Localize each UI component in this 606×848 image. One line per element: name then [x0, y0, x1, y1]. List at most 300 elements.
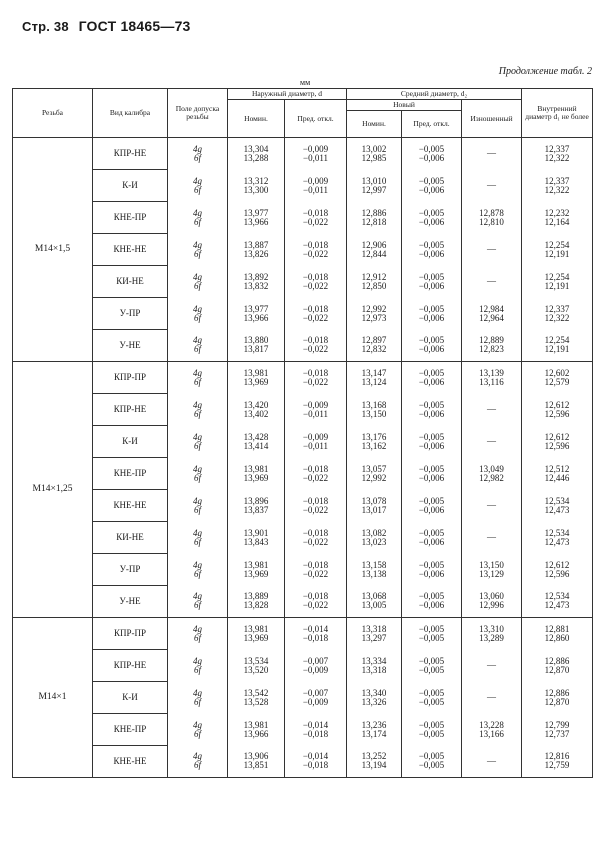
pitch-deviation-cell-line2: −0,006 [418, 440, 445, 451]
tolerance-field-cell [168, 426, 228, 458]
pitch-nominal-cell-line2: 13,318 [361, 664, 387, 675]
inner-diameter-cell [522, 714, 593, 746]
outer-deviation-cell-line1: −0,014 [302, 751, 329, 762]
inner-diameter-cell-line2: 12,596 [544, 440, 570, 451]
pitch-deviation-cell [402, 138, 462, 170]
outer-deviation-cell-line2: −0,011 [303, 152, 328, 163]
tolerance-field-cell [168, 202, 228, 234]
inner-diameter-cell [522, 554, 593, 586]
outer-deviation-cell-line1: −0,018 [302, 335, 329, 346]
inner-diameter-cell-line2: 12,860 [544, 632, 570, 643]
tolerance-field-cell-line1: 4g [193, 463, 202, 474]
pitch-deviation-cell-line1: −0,005 [418, 271, 445, 282]
inner-diameter-cell-line2: 12,473 [544, 504, 570, 515]
pitch-deviation-cell-line1: −0,005 [418, 431, 445, 442]
table-row [13, 298, 593, 330]
outer-deviation-cell-line2: −0,011 [303, 408, 328, 419]
table-row [13, 234, 593, 266]
pitch-nominal-cell [347, 746, 402, 778]
outer-nominal-cell-line2: 13,826 [243, 248, 269, 259]
pitch-deviation-cell-line2: −0,005 [418, 632, 445, 643]
pitch-deviation-cell-line1: −0,005 [418, 175, 445, 186]
inner-diameter-cell [522, 746, 593, 778]
outer-deviation-cell-line2: −0,011 [303, 440, 328, 451]
pitch-deviation-cell-line2: −0,006 [418, 536, 445, 547]
pitch-nominal-cell [347, 426, 402, 458]
gauge-type-cell: КНЕ-ПР [93, 202, 168, 234]
pitch-nominal-cell-line2: 13,326 [361, 696, 387, 707]
inner-diameter-cell-line1: 12,337 [544, 303, 570, 314]
tolerance-field-cell-line1: 4g [193, 431, 202, 442]
outer-deviation-cell-line1: −0,018 [302, 463, 329, 474]
tolerance-field-cell [168, 394, 228, 426]
pitch-deviation-cell-line1: −0,005 [418, 751, 445, 762]
outer-nominal-cell [228, 650, 285, 682]
outer-deviation-cell-line2: −0,011 [303, 184, 328, 195]
tolerance-field-cell-line2: 6f [193, 600, 201, 611]
gauge-type-cell: КПР-НЕ [93, 650, 168, 682]
outer-deviation-cell [285, 682, 347, 714]
table-row [13, 170, 593, 202]
pitch-deviation-cell-line2: −0,006 [418, 568, 445, 579]
pitch-deviation-cell-line1: −0,005 [418, 143, 445, 154]
worn-cell [462, 138, 522, 170]
worn-cell [462, 170, 522, 202]
pitch-deviation-cell [402, 458, 462, 490]
pitch-nominal-cell-line2: 13,017 [361, 504, 387, 515]
tolerance-field-cell-line2: 6f [193, 568, 201, 579]
table-row [13, 714, 593, 746]
outer-deviation-cell-line1: −0,009 [302, 143, 329, 154]
table-row [13, 138, 593, 170]
pitch-deviation-cell-line1: −0,005 [418, 687, 445, 698]
table-row [13, 650, 593, 682]
outer-deviation-cell-line2: −0,018 [302, 632, 329, 643]
pitch-nominal-cell [347, 170, 402, 202]
pitch-nominal-cell-line2: 13,150 [361, 408, 387, 419]
inner-diameter-cell-line2: 12,322 [544, 312, 570, 323]
tolerance-field-cell-line2: 6f [193, 152, 201, 163]
pitch-nominal-cell-line2: 13,005 [361, 600, 387, 611]
tolerance-field-cell-line2: 6f [193, 728, 201, 739]
pitch-deviation-cell [402, 650, 462, 682]
outer-nominal-cell-line1: 13,542 [243, 687, 269, 698]
gauge-type-cell: КНЕ-ПР [93, 458, 168, 490]
table-row [13, 394, 593, 426]
inner-diameter-cell-line2: 12,191 [544, 280, 570, 291]
col-outer-deviation: Пред. откл. [285, 100, 347, 138]
pitch-nominal-cell [347, 490, 402, 522]
pitch-nominal-cell-line2: 13,297 [361, 632, 387, 643]
tolerance-field-cell-line1: 4g [193, 591, 202, 602]
inner-diameter-cell-line1: 12,886 [544, 655, 570, 666]
pitch-nominal-cell [347, 714, 402, 746]
outer-deviation-cell [285, 650, 347, 682]
gauge-type-cell: КНЕ-НЕ [93, 234, 168, 266]
pitch-nominal-cell-line1: 13,318 [361, 623, 387, 634]
outer-deviation-cell [285, 458, 347, 490]
outer-deviation-cell-line2: −0,022 [302, 504, 329, 515]
outer-nominal-cell-line1: 13,892 [243, 271, 269, 282]
tolerance-field-cell [168, 522, 228, 554]
inner-diameter-cell-line1: 12,337 [544, 175, 570, 186]
table-header [13, 89, 593, 138]
pitch-nominal-cell-line1: 13,002 [361, 143, 387, 154]
inner-diameter-cell-line1: 12,534 [544, 527, 570, 538]
outer-nominal-cell [228, 586, 285, 618]
tolerance-field-cell-line1: 4g [193, 271, 202, 282]
outer-nominal-cell-line1: 13,981 [243, 559, 269, 570]
table-body [13, 138, 593, 778]
pitch-deviation-cell-line1: −0,005 [418, 719, 445, 730]
tolerance-field-cell-line1: 4g [193, 303, 202, 314]
outer-deviation-cell [285, 266, 347, 298]
tolerance-field-cell-line2: 6f [193, 344, 201, 355]
pitch-nominal-cell-line1: 12,906 [361, 239, 387, 250]
outer-nominal-cell-line2: 13,969 [243, 632, 269, 643]
inner-diameter-cell [522, 458, 593, 490]
outer-nominal-cell-line1: 13,901 [243, 527, 269, 538]
tolerance-field-cell-line1: 4g [193, 399, 202, 410]
outer-deviation-cell [285, 330, 347, 362]
gauge-type-cell: КИ-НЕ [93, 266, 168, 298]
pitch-nominal-cell [347, 202, 402, 234]
gauge-type-cell: У-ПР [93, 554, 168, 586]
pitch-deviation-cell-line2: −0,005 [418, 728, 445, 739]
outer-nominal-cell [228, 618, 285, 650]
pitch-nominal-cell [347, 458, 402, 490]
outer-nominal-cell [228, 426, 285, 458]
table-row [13, 746, 593, 778]
col-new: Новый [347, 100, 462, 111]
outer-deviation-cell [285, 170, 347, 202]
tolerance-field-cell-line1: 4g [193, 527, 202, 538]
pitch-nominal-cell [347, 298, 402, 330]
outer-nominal-cell [228, 714, 285, 746]
inner-diameter-cell-line1: 12,534 [544, 495, 570, 506]
worn-cell-line2: 13,166 [479, 728, 504, 739]
tolerance-field-cell-line1: 4g [193, 655, 202, 666]
page-header [22, 18, 191, 34]
outer-nominal-cell-line1: 13,981 [243, 463, 269, 474]
worn-cell [462, 586, 522, 618]
outer-nominal-cell [228, 746, 285, 778]
gauge-type-cell: КПР-НЕ [93, 138, 168, 170]
inner-diameter-cell [522, 330, 593, 362]
thread-cell: M14×1 [13, 618, 93, 778]
outer-deviation-cell-line2: −0,022 [302, 536, 329, 547]
pitch-deviation-cell [402, 202, 462, 234]
tolerance-field-cell-line1: 4g [193, 719, 202, 730]
pitch-nominal-cell-line2: 12,992 [361, 472, 387, 483]
outer-deviation-cell [285, 618, 347, 650]
pitch-nominal-cell-line1: 13,236 [361, 719, 387, 730]
pitch-nominal-cell-line1: 12,886 [361, 207, 387, 218]
pitch-deviation-cell-line1: −0,005 [418, 335, 445, 346]
outer-nominal-cell-line2: 13,966 [243, 312, 269, 323]
pitch-nominal-cell-line1: 13,082 [361, 527, 387, 538]
table-row [13, 362, 593, 394]
table-row [13, 266, 593, 298]
worn-cell-line2: 13,116 [479, 376, 504, 387]
pitch-deviation-cell [402, 746, 462, 778]
pitch-nominal-cell-line1: 13,010 [361, 175, 387, 186]
tolerance-field-cell [168, 714, 228, 746]
col-pitch-diameter: Средний диаметр, d₂ [347, 89, 522, 100]
pitch-nominal-cell [347, 650, 402, 682]
worn-cell [462, 650, 522, 682]
outer-deviation-cell-line2: −0,018 [302, 728, 329, 739]
pitch-nominal-cell [347, 138, 402, 170]
pitch-deviation-cell-line2: −0,005 [418, 696, 445, 707]
pitch-deviation-cell [402, 362, 462, 394]
outer-nominal-cell-line2: 13,817 [243, 344, 269, 355]
inner-diameter-cell-line1: 12,232 [544, 207, 570, 218]
outer-deviation-cell-line1: −0,018 [302, 367, 329, 378]
outer-deviation-cell-line1: −0,018 [302, 495, 329, 506]
worn-cell [462, 330, 522, 362]
tolerance-field-cell-line2: 6f [193, 696, 201, 707]
worn-cell-line1: 12,889 [479, 335, 504, 346]
outer-deviation-cell-line1: −0,018 [302, 591, 329, 602]
outer-nominal-cell [228, 490, 285, 522]
pitch-nominal-cell-line2: 12,985 [361, 152, 387, 163]
gauge-type-cell: КНЕ-НЕ [93, 746, 168, 778]
tolerance-field-cell-line2: 6f [193, 440, 201, 451]
pitch-nominal-cell [347, 362, 402, 394]
worn-cell [462, 554, 522, 586]
inner-diameter-cell-line2: 12,322 [544, 152, 570, 163]
inner-diameter-cell [522, 618, 593, 650]
outer-nominal-cell [228, 394, 285, 426]
worn-cell-line1: — [487, 404, 497, 414]
tolerance-field-cell [168, 234, 228, 266]
worn-cell-line1: — [487, 532, 497, 542]
worn-cell [462, 362, 522, 394]
worn-cell-line1: — [487, 436, 497, 446]
worn-cell-line1: — [487, 276, 497, 286]
col-outer-diameter: Наружный диаметр, d [228, 89, 347, 100]
pitch-deviation-cell [402, 394, 462, 426]
continuation-note: Продолжение табл. 2 [498, 66, 592, 77]
tolerance-field-cell [168, 682, 228, 714]
pitch-nominal-cell-line1: 12,992 [361, 303, 387, 314]
inner-diameter-cell [522, 586, 593, 618]
outer-nominal-cell-line2: 13,966 [243, 728, 269, 739]
tolerance-field-cell-line1: 4g [193, 175, 202, 186]
outer-deviation-cell-line2: −0,022 [302, 568, 329, 579]
tolerance-field-cell [168, 298, 228, 330]
worn-cell-line1: 13,049 [479, 463, 504, 474]
pitch-nominal-cell-line1: 13,057 [361, 463, 387, 474]
inner-diameter-cell-line1: 12,254 [544, 335, 570, 346]
inner-diameter-cell-line1: 12,612 [544, 399, 570, 410]
inner-diameter-cell-line1: 12,602 [544, 367, 570, 378]
pitch-nominal-cell-line2: 13,162 [361, 440, 387, 451]
outer-deviation-cell-line2: −0,022 [302, 344, 329, 355]
outer-nominal-cell [228, 554, 285, 586]
pitch-nominal-cell-line1: 13,078 [361, 495, 387, 506]
gauge-type-cell: КПР-ПР [93, 618, 168, 650]
units-label: мм [300, 78, 311, 87]
outer-deviation-cell-line1: −0,009 [302, 175, 329, 186]
pitch-deviation-cell [402, 618, 462, 650]
outer-nominal-cell-line2: 13,528 [243, 696, 269, 707]
inner-diameter-cell [522, 170, 593, 202]
outer-nominal-cell-line1: 13,312 [243, 175, 269, 186]
outer-deviation-cell-line2: −0,022 [302, 280, 329, 291]
pitch-deviation-cell [402, 490, 462, 522]
inner-diameter-cell-line1: 12,254 [544, 239, 570, 250]
worn-cell-line1: 13,139 [479, 367, 504, 378]
outer-nominal-cell [228, 266, 285, 298]
inner-diameter-cell [522, 490, 593, 522]
pitch-deviation-cell-line2: −0,006 [418, 472, 445, 483]
outer-deviation-cell-line1: −0,018 [302, 239, 329, 250]
outer-nominal-cell-line2: 13,966 [243, 216, 269, 227]
pitch-nominal-cell-line1: 13,168 [361, 399, 387, 410]
worn-cell [462, 234, 522, 266]
worn-cell [462, 394, 522, 426]
gauge-type-cell: У-НЕ [93, 330, 168, 362]
outer-nominal-cell-line1: 13,428 [243, 431, 269, 442]
outer-deviation-cell-line2: −0,022 [302, 472, 329, 483]
tolerance-field-cell-line1: 4g [193, 751, 202, 762]
table-row [13, 426, 593, 458]
tolerance-field-cell [168, 586, 228, 618]
outer-nominal-cell-line1: 13,977 [243, 303, 269, 314]
pitch-nominal-cell-line2: 12,850 [361, 280, 387, 291]
outer-nominal-cell-line2: 13,837 [243, 504, 269, 515]
outer-deviation-cell-line2: −0,022 [302, 216, 329, 227]
worn-cell-line1: 12,878 [479, 207, 504, 218]
outer-deviation-cell [285, 202, 347, 234]
tolerance-field-cell-line1: 4g [193, 495, 202, 506]
outer-nominal-cell [228, 362, 285, 394]
gauge-type-cell: К-И [93, 682, 168, 714]
tolerance-field-cell-line2: 6f [193, 376, 201, 387]
pitch-deviation-cell-line1: −0,005 [418, 527, 445, 538]
tolerance-field-cell-line2: 6f [193, 760, 201, 771]
pitch-nominal-cell-line2: 13,138 [361, 568, 387, 579]
outer-deviation-cell [285, 362, 347, 394]
table-row [13, 202, 593, 234]
inner-diameter-cell [522, 202, 593, 234]
pitch-nominal-cell-line2: 13,194 [361, 760, 387, 771]
outer-deviation-cell-line2: −0,022 [302, 248, 329, 259]
outer-nominal-cell [228, 330, 285, 362]
gauge-type-cell: У-НЕ [93, 586, 168, 618]
pitch-nominal-cell-line2: 13,174 [361, 728, 387, 739]
worn-cell-line2: 12,823 [479, 344, 504, 355]
inner-diameter-cell [522, 298, 593, 330]
tolerance-field-cell [168, 170, 228, 202]
tolerance-field-cell [168, 330, 228, 362]
inner-diameter-cell [522, 362, 593, 394]
outer-deviation-cell-line1: −0,014 [302, 623, 329, 634]
pitch-deviation-cell-line2: −0,006 [418, 280, 445, 291]
tolerance-field-cell-line1: 4g [193, 687, 202, 698]
outer-nominal-cell-line2: 13,843 [243, 536, 269, 547]
gauge-type-cell: КИ-НЕ [93, 522, 168, 554]
inner-diameter-cell [522, 394, 593, 426]
inner-diameter-cell-line2: 12,191 [544, 344, 570, 355]
table-row [13, 522, 593, 554]
tolerance-field-cell [168, 490, 228, 522]
pitch-nominal-cell-line1: 13,334 [361, 655, 387, 666]
worn-cell [462, 618, 522, 650]
inner-diameter-cell-line2: 12,870 [544, 664, 570, 675]
outer-nominal-cell [228, 522, 285, 554]
outer-nominal-cell-line2: 13,414 [243, 440, 269, 451]
pitch-deviation-cell-line1: −0,005 [418, 495, 445, 506]
tolerance-field-cell-line1: 4g [193, 367, 202, 378]
pitch-deviation-cell-line1: −0,005 [418, 399, 445, 410]
worn-cell-line1: 12,984 [479, 303, 504, 314]
outer-nominal-cell [228, 138, 285, 170]
inner-diameter-cell-line1: 12,612 [544, 431, 570, 442]
outer-nominal-cell-line2: 13,300 [243, 184, 269, 195]
outer-nominal-cell [228, 202, 285, 234]
worn-cell [462, 426, 522, 458]
pitch-deviation-cell [402, 426, 462, 458]
outer-nominal-cell-line2: 13,520 [243, 664, 269, 675]
pitch-nominal-cell-line1: 13,147 [361, 367, 387, 378]
worn-cell [462, 266, 522, 298]
pitch-deviation-cell [402, 330, 462, 362]
page-number: Стр. 38 [22, 19, 69, 34]
pitch-nominal-cell-line2: 12,818 [361, 216, 387, 227]
inner-diameter-cell [522, 138, 593, 170]
pitch-nominal-cell [347, 522, 402, 554]
tolerance-field-cell-line2: 6f [193, 312, 201, 323]
tolerance-field-cell-line2: 6f [193, 632, 201, 643]
worn-cell-line2: 13,289 [479, 632, 504, 643]
pitch-deviation-cell-line2: −0,006 [418, 312, 445, 323]
outer-nominal-cell-line1: 13,880 [243, 335, 269, 346]
pitch-deviation-cell-line1: −0,005 [418, 463, 445, 474]
worn-cell-line1: — [487, 500, 497, 510]
pitch-deviation-cell [402, 170, 462, 202]
thread-cell: M14×1,25 [13, 362, 93, 618]
outer-nominal-cell-line1: 13,304 [243, 143, 269, 154]
outer-nominal-cell-line1: 13,981 [243, 719, 269, 730]
table-row [13, 586, 593, 618]
worn-cell [462, 682, 522, 714]
pitch-deviation-cell [402, 234, 462, 266]
inner-diameter-cell-line1: 12,534 [544, 591, 570, 602]
gauge-type-cell: У-ПР [93, 298, 168, 330]
pitch-nominal-cell-line1: 13,176 [361, 431, 387, 442]
outer-deviation-cell-line2: −0,009 [302, 664, 329, 675]
pitch-nominal-cell [347, 330, 402, 362]
pitch-deviation-cell [402, 682, 462, 714]
worn-cell [462, 202, 522, 234]
pitch-deviation-cell-line2: −0,006 [418, 248, 445, 259]
pitch-deviation-cell-line1: −0,005 [418, 367, 445, 378]
worn-cell-line2: 12,964 [479, 312, 504, 323]
outer-nominal-cell [228, 234, 285, 266]
inner-diameter-cell-line2: 12,759 [544, 760, 570, 771]
pitch-deviation-cell [402, 266, 462, 298]
outer-deviation-cell-line2: −0,022 [302, 312, 329, 323]
worn-cell [462, 522, 522, 554]
worn-cell [462, 714, 522, 746]
tolerance-field-cell-line1: 4g [193, 559, 202, 570]
outer-deviation-cell-line2: −0,022 [302, 376, 329, 387]
outer-nominal-cell-line1: 13,896 [243, 495, 269, 506]
outer-nominal-cell-line2: 13,288 [243, 152, 269, 163]
